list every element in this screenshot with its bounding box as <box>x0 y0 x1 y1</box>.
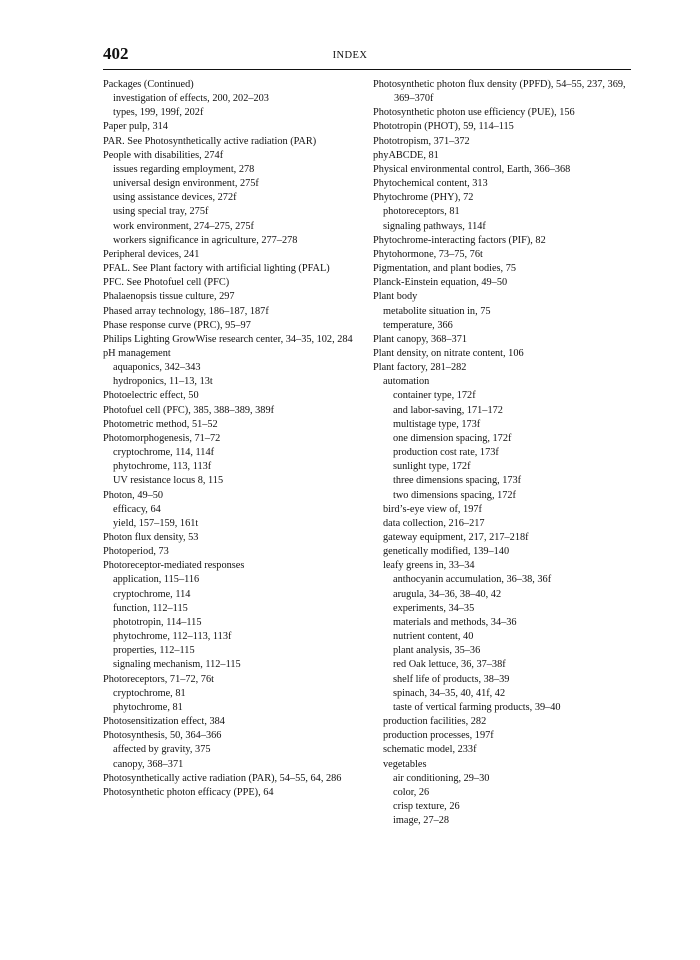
index-entry: Phytohormone, 73–75, 76t <box>373 248 483 260</box>
running-head: INDEX <box>332 50 368 61</box>
index-subentry: temperature, 366 <box>383 319 453 331</box>
index-entry: Planck-Einstein equation, 49–50 <box>373 277 508 289</box>
page-number: 402 <box>103 44 129 63</box>
index-subentry: cryptochrome, 114, 114f <box>113 447 215 459</box>
index-entry: pH management <box>103 347 171 359</box>
index-subentry: metabolite situation in, 75 <box>383 305 491 317</box>
index-subentry: three dimensions spacing, 173f <box>393 475 522 487</box>
index-subentry: yield, 157–159, 161t <box>113 517 199 529</box>
index-entry: Photon flux density, 53 <box>103 532 199 543</box>
index-entry: Peripheral devices, 241 <box>103 248 200 260</box>
index-subentry: signaling mechanism, 112–115 <box>113 659 241 671</box>
index-subentry: production processes, 197f <box>383 730 494 742</box>
header-rule <box>103 69 631 70</box>
index-subentry: function, 112–115 <box>113 602 188 614</box>
index-entry: Photoreceptor-mediated responses <box>103 560 245 572</box>
index-subentry: using special tray, 275f <box>113 206 209 218</box>
index-entry: Photoperiod, 73 <box>103 546 169 558</box>
index-entry: People with disabilities, 274f <box>103 149 224 161</box>
index-entry: PFAL. See Plant factory with artificial lighting (PFAL) <box>103 263 330 275</box>
index-subentry: universal design environment, 275f <box>113 178 259 190</box>
index-subentry: two dimensions spacing, 172f <box>393 489 516 501</box>
index-subentry: multistage type, 173f <box>393 418 481 430</box>
index-entry: Photometric method, 51–52 <box>103 418 218 430</box>
index-entry: Plant body <box>373 291 418 303</box>
index-subentry: anthocyanin accumulation, 36–38, 36f <box>393 574 552 586</box>
index-subentry: crisp texture, 26 <box>393 800 460 812</box>
index-entry: Plant canopy, 368–371 <box>373 333 467 345</box>
index-entry: Phytochemical content, 313 <box>373 178 488 190</box>
index-entry: Photosynthetic photon flux density (PPFD), 54–55, 237, 369, 369–370f <box>373 79 626 105</box>
index-subentry: bird’s-eye view of, 197f <box>383 503 482 515</box>
index-subentry: UV resistance locus 8, 115 <box>113 475 224 487</box>
index-subentry: phytochrome, 112–113, 113f <box>113 631 232 643</box>
index-subentry: genetically modified, 139–140 <box>383 546 510 558</box>
index-subentry: schematic model, 233f <box>383 744 477 756</box>
index-entry: Photosynthetic photon use efficiency (PUE), 156 <box>373 107 575 119</box>
index-subentry: arugula, 34–36, 38–40, 42 <box>393 588 502 600</box>
index-subentry: signaling pathways, 114f <box>383 220 486 232</box>
index-column-right <box>373 78 631 828</box>
index-entry: Pigmentation, and plant bodies, 75 <box>373 263 516 275</box>
index-subentry: types, 199, 199f, 202f <box>113 107 204 119</box>
index-entry: Plant factory, 281–282 <box>373 362 467 374</box>
index-subentry: properties, 112–115 <box>113 645 195 657</box>
index-subentry: cryptochrome, 81 <box>113 687 186 699</box>
index-entry: Photosensitization effect, 384 <box>103 716 225 728</box>
index-subentry: production facilities, 282 <box>383 716 487 728</box>
index-subentry: application, 115–116 <box>113 574 200 586</box>
index-subentry: phytochrome, 81 <box>113 701 183 713</box>
index-entry: Plant density, on nitrate content, 106 <box>373 347 524 359</box>
index-subentry: affected by gravity, 375 <box>113 744 211 756</box>
index-entry: phyABCDE, 81 <box>373 149 439 161</box>
index-entry: Phased array technology, 186–187, 187f <box>103 305 269 317</box>
index-entry: Photoelectric effect, 50 <box>103 390 199 402</box>
index-entry: Phototropism, 371–372 <box>373 135 470 147</box>
index-entry: PAR. See Photosynthetically active radiation (PAR) <box>103 135 317 147</box>
index-subentry: cryptochrome, 114 <box>113 588 191 600</box>
index-entry: Photosynthetic photon efficacy (PPE), 64 <box>103 786 274 798</box>
index-entry: Photon, 49–50 <box>103 489 164 501</box>
index-entry: Paper pulp, 314 <box>103 121 168 133</box>
index-subentry: workers significance in agriculture, 277–278 <box>113 234 298 246</box>
index-subentry: data collection, 216–217 <box>383 517 485 529</box>
index-subentry: automation <box>383 376 430 388</box>
index-entry: Photomorphogenesis, 71–72 <box>103 432 221 444</box>
index-subentry: hydroponics, 11–13, 13t <box>113 376 213 388</box>
index-subentry: materials and methods, 34–36 <box>393 616 517 628</box>
index-entry: Phytochrome-interacting factors (PIF), 82 <box>373 234 546 246</box>
index-subentry: color, 26 <box>393 786 430 798</box>
index-subentry: photoreceptors, 81 <box>383 206 460 218</box>
index-subentry: nutrient content, 40 <box>393 631 474 643</box>
index-entry: Phototropin (PHOT), 59, 114–115 <box>373 121 514 133</box>
index-subentry: using assistance devices, 272f <box>113 192 237 204</box>
index-entry: Phytochrome (PHY), 72 <box>373 192 474 204</box>
index-entry: Photoreceptors, 71–72, 76t <box>103 673 214 685</box>
index-subentry: work environment, 274–275, 275f <box>113 220 254 232</box>
index-subentry: canopy, 368–371 <box>113 758 184 770</box>
index-subentry: experiments, 34–35 <box>393 602 475 614</box>
index-subentry: sunlight type, 172f <box>393 461 471 473</box>
index-subentry: phototropin, 114–115 <box>113 616 202 628</box>
index-entry: Photosynthesis, 50, 364–366 <box>103 730 222 742</box>
index-subentry: investigation of effects, 200, 202–203 <box>113 93 269 105</box>
index-entry: Phalaenopsis tissue culture, 297 <box>103 291 235 303</box>
index-entry: Packages (Continued) <box>103 79 194 90</box>
index-entry: Philips Lighting GrowWise research center, 34–35, 102, 284 <box>103 333 353 345</box>
index-entry: Phase response curve (PRC), 95–97 <box>103 319 251 331</box>
index-subentry: phytochrome, 113, 113f <box>113 461 212 473</box>
index-column-left <box>103 78 361 800</box>
index-subentry: issues regarding employment, 278 <box>113 163 255 175</box>
index-subentry: gateway equipment, 217, 217–218f <box>383 532 529 543</box>
index-subentry: shelf life of products, 38–39 <box>393 673 510 685</box>
index-subentry: spinach, 34–35, 40, 41f, 42 <box>393 687 506 699</box>
index-entry: PFC. See Photofuel cell (PFC) <box>103 277 230 289</box>
index-entry: Photosynthetically active radiation (PAR), 54–55, 64, 286 <box>103 772 342 784</box>
index-subentry: and labor-saving, 171–172 <box>393 404 503 416</box>
index-subentry: taste of vertical farming products, 39–40 <box>393 701 561 713</box>
index-subentry: leafy greens in, 33–34 <box>383 560 475 572</box>
index-subentry: red Oak lettuce, 36, 37–38f <box>393 659 506 671</box>
index-subentry: aquaponics, 342–343 <box>113 362 201 374</box>
index-subentry: image, 27–28 <box>393 815 450 827</box>
index-subentry: production cost rate, 173f <box>393 447 499 459</box>
index-subentry: air conditioning, 29–30 <box>393 772 490 784</box>
index-entry: Photofuel cell (PFC), 385, 388–389, 389f <box>103 404 275 416</box>
index-subentry: container type, 172f <box>393 390 476 402</box>
index-subentry: vegetables <box>383 758 427 770</box>
index-entry: Physical environmental control, Earth, 366–368 <box>373 163 571 175</box>
index-subentry: plant analysis, 35–36 <box>393 645 481 657</box>
index-subentry: one dimension spacing, 172f <box>393 432 512 444</box>
index-subentry: efficacy, 64 <box>113 503 161 515</box>
